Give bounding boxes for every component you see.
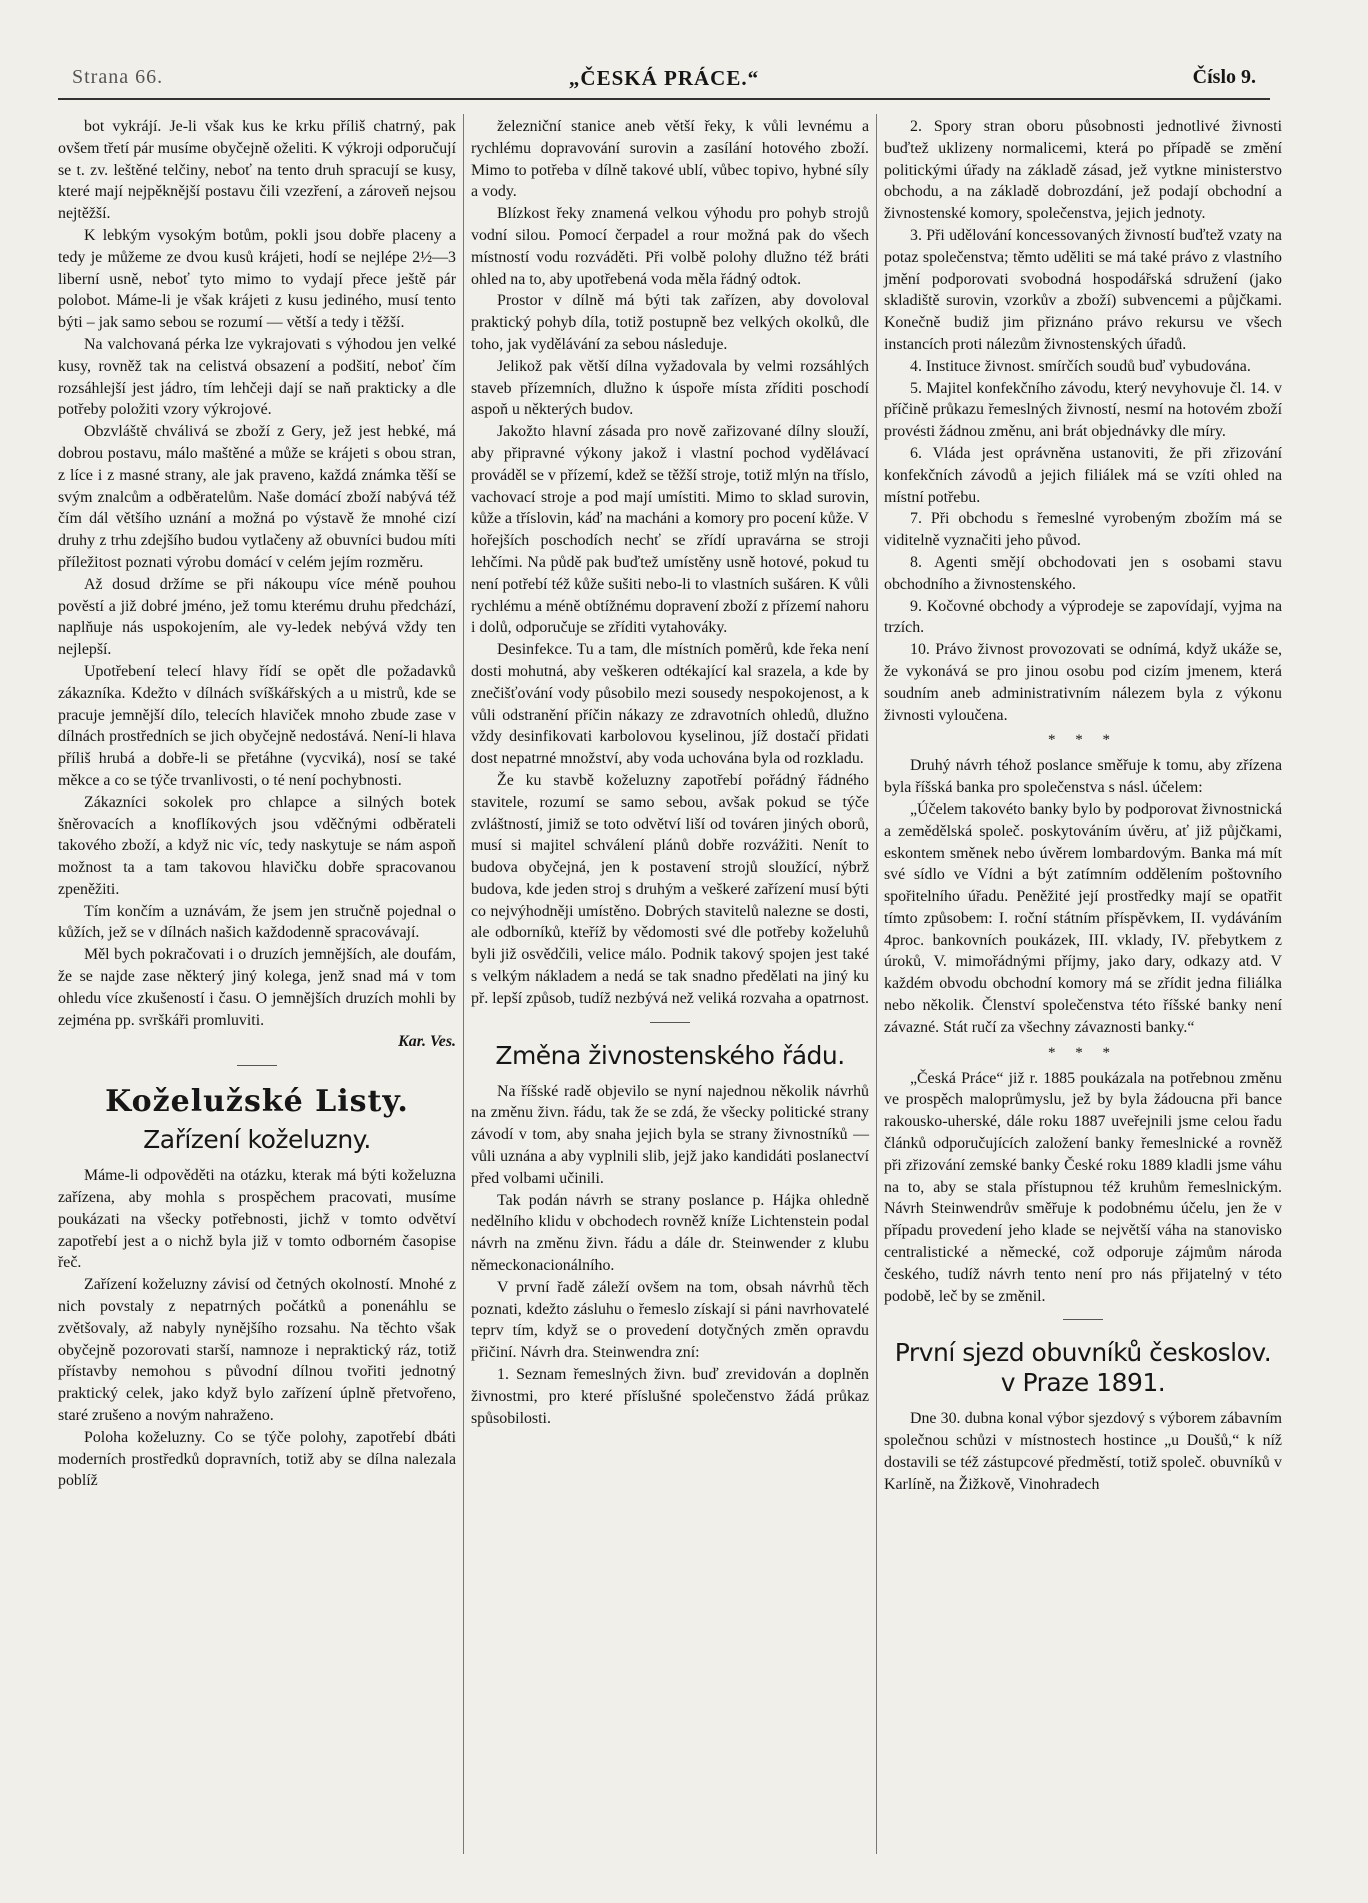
section-separator bbox=[650, 1022, 690, 1023]
paragraph: Druhý návrh téhož poslance směřuje k tomu, aby zřízena byla říšská banka pro společenstva s násl. účelem: bbox=[884, 757, 1282, 797]
article-heading: Zařízení koželuzny. bbox=[143, 1125, 371, 1155]
article-heading: První sjezd obuvníků českoslov. v Praze 1891. bbox=[894, 1338, 1272, 1398]
paragraph: bot vykrájí. Je-li však kus ke krku příliš chatrný, pak ovšem třetí pár musíme obyčejně oželiti. K výkroji odporučují se t. zv. leštěné telčiny, neboť na tento druh spracují se kusy, které mají nejpěknější postavu čili vzezření, a zároveň nejsou nejtěžší. bbox=[58, 118, 456, 223]
paragraph: 10. Právo živnost provozovati se odnímá, když ukáže se, že vykonává se pro jinou osobu pod cizím jmenem, která soudním aneb administrativním nálezem byla z výkonu živnosti vyloučena. bbox=[884, 641, 1282, 724]
paragraph: Jakožto hlavní zásada pro nově zařizované dílny slouží, aby připravné výkony jakož i vlastní pochod vydělávací prováděl se v přízemí, kdež se těžší stroje, totiž mlýn na tříslo, vachovací stroje a pod mají umístiti. Mimo to sklad surovin, kůže a tříslovin, káď na macháni a komory pro pocení kůže. V hořejších poschodích nechť se zřídí upravárna se stroji lehčími. Na půdě pak buďtež umístěny usně hotové, pokud tu není potřebí též kůže sušiti nebo-li to vlastních sušáren. K vůli rychlému a méně obtížnému dopravení zboží z přízemí nahoru i dolů, odporučuje se zříditi vytahováky. bbox=[471, 423, 869, 637]
paragraph: 3. Při udělování koncessovaných živností buďtež vzaty na potaz společenstva; těmto uděliti se má také právo z vlastního jmění podporovati svobodná hospodářská sdružení (jako skladiště surovin, vzorkův a zboží) subvencemi a půjčkami. Konečně budiž jim přiznáno právo rekursu ve všech instancích proti nálezům živnostenských úřadů. bbox=[884, 226, 1282, 353]
newspaper-title: „ČESKÁ PRÁCE.“ bbox=[568, 66, 760, 90]
paragraph: Měl bych pokračovati i o druzích jemnějších, ale doufám, že se najde zase některý jiný kolega, jenž snad má v tom ohledu více zkušeností i času. O jemnějších druzích mohli by zejména pp. svrškáři promluviti. bbox=[58, 946, 456, 1029]
column-3 bbox=[884, 116, 1282, 1496]
page-header bbox=[58, 66, 1270, 90]
page-number: Strana 66. bbox=[72, 66, 164, 88]
paragraph: „Účelem takovéto banky bylo by podporovat živnostnická a zemědělská společ. poskytováním úvěru, ať již půjčkami, eskontem směnek nebo úvěrem lombardovým. Banka má mít své sídlo ve Vídni a být zatímním oddělením poštovního spořitelního úřadu. Peněžité její prostředky mají se opatřit tímto způsobem: I. roční státním příspěvkem, II. vydáváním 4proc. bankovních poukázek, III. vklady, IV. přebytkem z úroků, V. mimořádnými příjmy, jako dary, odkazy atd. V každém obvodu obchodní komory má se zřídit jedna filiálka nebo několik. Členství společenstva této říšské banky není závazné. Stát ručí za všechny závaznosti banky.“ bbox=[884, 800, 1282, 1036]
asterism: * * * bbox=[1048, 1044, 1118, 1061]
paragraph: Upotřebení telecí hlavy řídí se opět dle požadavků zákazníka. Kdežto v dílnách svíškářských a u mistrů, kde se pracuje jemnější dílo, telecích hlaviček mnoho zbude zase v dílnách prostředních se jich obyčejně nedostává. Není-li hlava příliš hrubá a dobře-li se přetáhne (vycviká), nosí se také měkce a co se týče trvanlivosti, o té není pochybnosti. bbox=[58, 662, 456, 789]
paragraph: Zákazníci sokolek pro chlapce a silných botek šněrovacích a knoflíkových jsou vděčnými odběrateli takového zboží, a když nic víc, tedy naskytuje se nám aspoň možnost ta a tam takovou hlavičku dobře spracovanou zpeněžiti. bbox=[58, 793, 456, 898]
paragraph: Tak podán návrh se strany poslance p. Hájka ohledně nedělního klidu v obchodech rovněž kníže Lichtenstein podal návrh na změnu živn. řádu a dále dr. Steinwender z klubu německonacionálního. bbox=[471, 1191, 869, 1275]
header-rule bbox=[58, 98, 1270, 100]
article-heading: Změna živnostenského řádu. bbox=[495, 1040, 845, 1070]
column-2 bbox=[471, 116, 869, 1429]
paragraph: V první řadě záleží ovšem na tom, obsah návrhů těch poznati, kdežto zásluhu o řemeslo získají si páni navrhovatelé teprv tím, když se o provedení dotyčných změn opravdu přičiní. Návrh dra. Steinwendra zní: bbox=[471, 1278, 869, 1362]
paragraph: 7. Při obchodu s řemeslné vyrobeným zbožím má se viditelně vyznačiti jeho původ. bbox=[884, 510, 1282, 550]
section-separator bbox=[1063, 1319, 1103, 1320]
paragraph: 4. Instituce živnost. smírčích soudů buď vybudována. bbox=[910, 357, 1251, 375]
paragraph: 5. Majitel konfekčního závodu, který nevyhovuje čl. 14. v příčině průkazu řemeslných živností, nesmí na hotovém zboží provésti žádnou změnu, ani brát objednávky dle míry. bbox=[884, 379, 1282, 441]
paragraph: Až dosud držíme se při nákoupu více méně pouhou pověstí a již dobré jméno, jež tomu kterému druhu předchází, naplňuje nás uspokojením, ale vy-ledek nebývá vždy ten nejlepší. bbox=[58, 575, 456, 659]
column-1 bbox=[58, 116, 456, 1492]
issue-number: Číslo 9. bbox=[1192, 66, 1256, 88]
section-separator bbox=[237, 1065, 277, 1066]
asterism: * * * bbox=[1048, 732, 1118, 749]
paragraph: Prostor v dílně má býti tak zařízen, aby dovoloval praktický pohyb díla, totiž postupně bez velkých okolků, dle toho, jak vydělávání za sebou následuje. bbox=[471, 292, 869, 353]
paragraph: 2. Spory stran oboru působnosti jednotlivé živnosti buďtež uklizeny normalicemi, která po případě se změní politickými úřady na základě zásad, jež vytkne ministerstvo obchodu, a na základě dobrozdání, jež podají obchodní a živnostenské komory, společenstva, jejich jednoty. bbox=[884, 118, 1282, 223]
paragraph: Dne 30. dubna konal výbor sjezdový s výborem zábavním společnou schůzi v místnostech hostince „u Doušů,“ k níž dostavili se též zástupcové předměstí, totiž společ. obuvníků v Karlíně, na Žižkově, Vinohradech bbox=[884, 1410, 1282, 1493]
column-divider bbox=[463, 114, 464, 1854]
paragraph: „Česká Práce“ již r. 1885 poukázala na potřebnou změnu ve prospěch maloprůmyslu, jež by byla žádoucna při bance rakousko-uherské, dále roku 1887 uveřejnili jsme celou řadu článků odporučujících založení banky řemeslnické a rovněž při zřizování zemské banky České roku 1889 kladli jsme váhu na to, aby se stala přístupnou též kruhům řemeslnickým. Návrh Steinwendrův směřuje k podobnému účelu, jen že v případu provedení jeho klade se největší váha na stanovisko centralistické a německé, což odporuje zájmům národa českého, tudíž návrh tento není pro nás přijatelný v této podobě, leč by se změnil. bbox=[884, 1069, 1282, 1305]
paragraph: Na valchovaná pérka lze vykrajovati s výhodou jen velké kusy, rovněž tak na celistvá obsazení a podšití, neboť čím rozsáhlejší jest jádro, tím lehčeji dají se naň prakticky a dle potřeby položiti vzory výkrojové. bbox=[58, 335, 456, 419]
paragraph: Zařízení koželuzny závisí od četných okolností. Mnohé z nich povstaly z nepatrných počátků a ponenáhlu se zvětšovaly, až nabyly nynějšího rozsahu. Na těchto však obyčejně pozorovati starší, namnoze i nepraktický ráz, totiž přístavby nemohou s původní dílnou tvořiti jednotný praktický celek, jako když bylo zařízení úplně přetvořeno, staré zrušeno a novým nahraženo. bbox=[58, 1276, 456, 1425]
paragraph: Že ku stavbě koželuzny zapotřebí pořádný řádného stavitele, rozumí se samo sebou, avšak pokud se týče zvláštností, jimiž se toto odvětví liší od továren jiných oborů, musí si majitel schválení plánů dobře rozvážiti. Nenít to budova obyčejná, jen k postavení strojů sloužící, nýbrž budova, kde jeden stroj s druhým a veškeré zařízení musí býti co nejvýhodněji umístěno. Dobrých stavitelů nalezne se dosti, ale odborníků, kteříž by vědomosti své dle potřeby koželuhů byli již osvědčili, velice málo. Podnik takový spojen jest také s velkým nákladem a nedá se tak snadno předělati na jiný ku př. lepší způsob, tudíž nezbývá než veliká rozvaha a opatrnost. bbox=[471, 771, 870, 1007]
paragraph: Na říšské radě objevilo se nyní najednou několik návrhů na změnu živn. řádu, tak že se zdá, že všecky politické strany závodí v tom, aby snaha jejich byla se strany živnostníků — vůli uznána a aby vyplnili slib, jejž jako kandidáti poslanectví před volbami učinili. bbox=[471, 1082, 869, 1187]
section-masthead: Koželužské Listy. bbox=[105, 1084, 409, 1120]
author-signature: Kar. Ves. bbox=[398, 1033, 456, 1051]
paragraph: Jelikož pak větší dílna vyžadovala by velmi rozsáhlých staveb přízemních, dlužno k úspoře místa zříditi poschodí aspoň u některých budov. bbox=[471, 357, 869, 419]
paragraph: Blízkost řeky znamená velkou výhodu pro pohyb strojů vodní silou. Pomocí čerpadel a rour možná pak do všech místností vodu rozváděti. Při volbě polohy dlužno též bráti ohled na to, aby upotřebená voda měla řádný odtok. bbox=[471, 205, 869, 288]
paragraph: 8. Agenti smějí obchodovati jen s osobami stavu obchodního a živnostenského. bbox=[884, 553, 1282, 593]
paragraph: 1. Seznam řemeslných živn. buď zrevidován a doplněn živnostmi, pro které příslušné společenstvo žádá průkaz spůsobilosti. bbox=[471, 1366, 869, 1427]
paragraph: K lebkým vysokým botům, pokli jsou dobře placeny a tedy je můžeme ze dvou kusů krájeti, hodí se nejlépe 2½—3 liberní usně, neboť tyto mimo to vydají přece ještě pár polobot. Máme-li je však krájeti z kusu jediného, musí tento býti – jak samo sebou se rozumí — větší a tedy i těžší. bbox=[58, 226, 456, 332]
paragraph: Máme-li odpověděti na otázku, kterak má býti koželuzna zařízena, aby mohla s prospěchem pracovati, musíme poukázati na všecky potřebnosti, jichž v tomto odvětví zapotřebí jest a o nichž byla již v tomto odborném časopise řeč. bbox=[58, 1167, 456, 1272]
paragraph: Desinfekce. Tu a tam, dle místních poměrů, kde řeka není dosti mohutná, aby veškeren odtékající kal srazela, a kde by znečišťování vody působilo mezi sousedy nespokojenost, a k vůli odstranění příčin nákazy ze zdravotních ohledů, dlužno vždy desinfikovati karbolovou kyselinou, jíž dostačí přidati dost nepatrné množství, aby voda uchována byla od rozkladu. bbox=[471, 641, 869, 768]
paragraph: Obzvláště chválivá se zboží z Gery, jež jest hebké, má dobrou postavu, málo maštěné a může se krájeti s obou stran, z líce i z masné strany, ale jak praveno, každá známka těší se svým znalcům a odběratelům. Naše domácí zboží nabývá též čím dál většího uznání a možná po výstavě že mnohé cizí druhy z trhu zdejšího budou vytlačeny až obuvníci budou míti příležitost poznati výrobu domácí v celém jejím rozměru. bbox=[58, 423, 456, 571]
paragraph: železniční stanice aneb větší řeky, k vůli levnému a rychlému dopravování surovin a zasílání hotového zboží. Mimo to potřeba v dílně takové ublí, vůbec topivo, hybné síly a vody. bbox=[471, 118, 869, 201]
paragraph: Poloha koželuzny. Co se týče polohy, zapotřebí dbáti moderních prostředků dopravních, totiž aby se dílna nalezala poblíž bbox=[58, 1428, 456, 1490]
paragraph: 6. Vláda jest oprávněna ustanoviti, že při zřizování konfekčních závodů a jejich filiálek má se vzíti ohled na místní potřebu. bbox=[884, 444, 1282, 506]
paragraph: 9. Kočovné obchody a výprodeje se zapovídají, vyjma na trzích. bbox=[884, 597, 1282, 637]
column-divider bbox=[876, 114, 877, 1854]
paragraph: Tím končím a uznávám, že jsem jen stručně pojednal o kůžích, jež se v dílnách našich každodenně spracovávají. bbox=[58, 902, 456, 942]
